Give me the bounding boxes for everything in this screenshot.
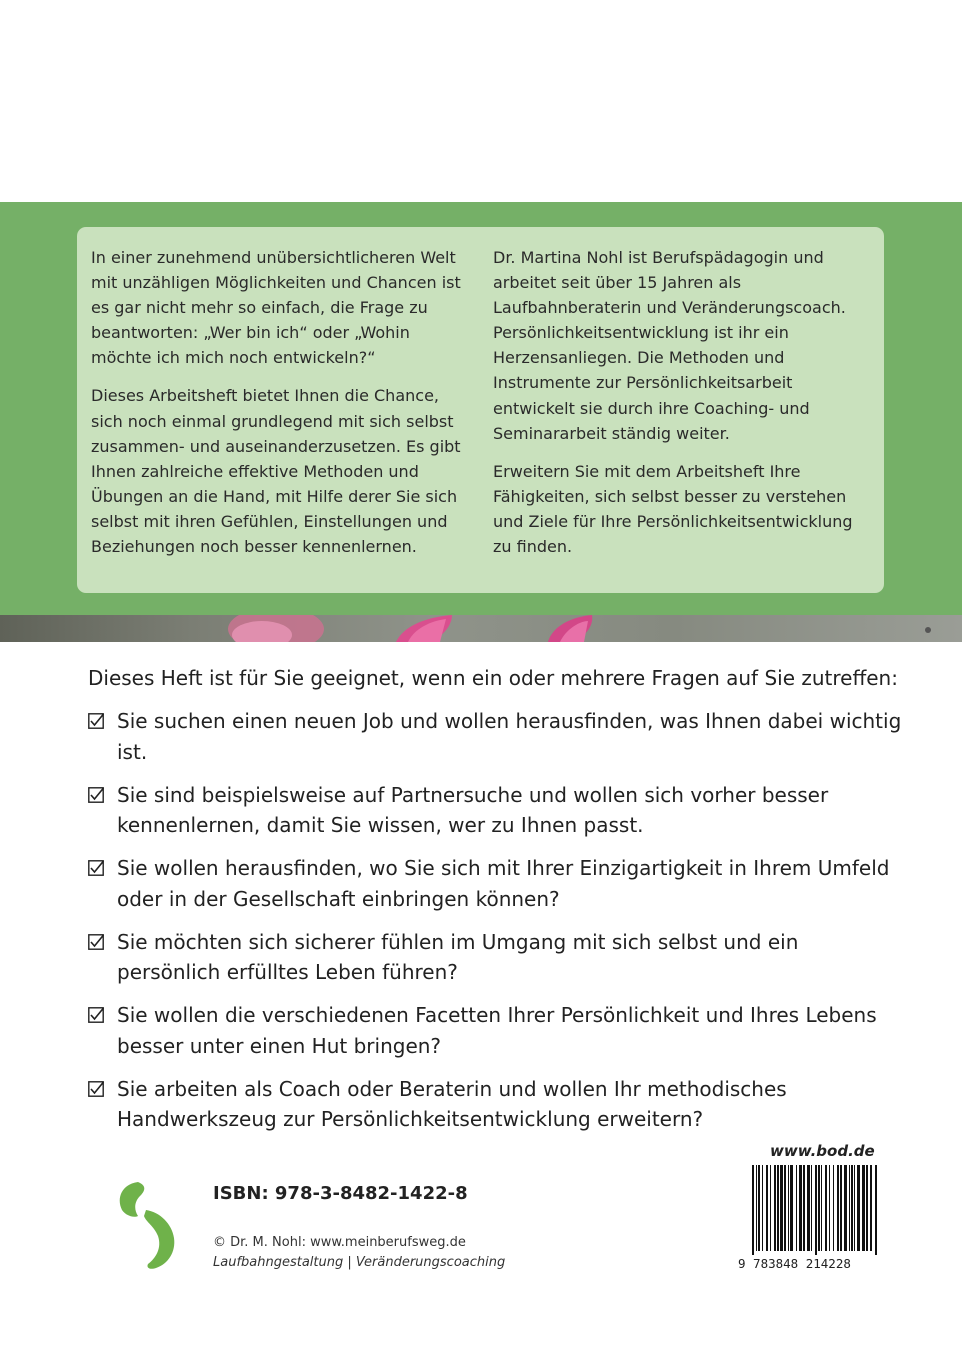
barcode-bar [821, 1165, 822, 1251]
barcode-bar [784, 1165, 786, 1251]
checked-box-icon [88, 713, 104, 729]
barcode-bar [807, 1165, 810, 1251]
checklist-item [88, 1000, 908, 1061]
author-paragraph: Erweitern Sie mit dem Arbeitsheft Ihre Fähigkeiten, sich selbst besser zu verstehen und Ziele für Ihre Persönlichkeitsentwicklung zu finden. [493, 461, 853, 557]
checked-box-icon [88, 934, 104, 950]
barcode [738, 1163, 884, 1276]
checklist-item [88, 780, 908, 841]
barcode-bar [825, 1165, 827, 1251]
author-paragraph: Dr. Martina Nohl ist Berufspädagogin und arbeitet seit über 15 Jahren als Laufbahnberaterin und Veränderungscoach. Persönlichkeitsentwicklung ist ihr ein Herzensanliegen. Die Methoden und Instrumente zur Persönlichkeitsarbeit entwickelt sie durch ihre Coaching- und Seminararbeit ständig weiter. [493, 248, 846, 443]
checklist-item [88, 927, 908, 988]
checklist-item-text: Sie wollen herausfinden, wo Sie sich mit Ihrer Einzigartigkeit in Ihrem Umfeld oder in der Gesellschaft einbringen können? [117, 856, 890, 911]
barcode-bar [766, 1165, 768, 1251]
barcode-bar [818, 1165, 820, 1251]
barcode-bar [799, 1165, 802, 1251]
barcode-bar [837, 1165, 839, 1251]
suitability-checklist [88, 706, 908, 1147]
barcode-bar [815, 1165, 817, 1255]
barcode-bar [811, 1165, 812, 1251]
barcode-bar [840, 1165, 842, 1251]
isbn: ISBN: 978-3-8482-1422-8 [213, 1183, 468, 1204]
suitability-intro: Dieses Heft ist für Sie geeignet, wenn ein oder mehrere Fragen auf Sie zutreffen: [88, 666, 898, 690]
barcode-bar [833, 1165, 834, 1251]
description-panel [77, 227, 884, 593]
barcode-bar [851, 1165, 853, 1251]
barcode-bar [857, 1165, 860, 1251]
barcode-bar [752, 1165, 754, 1255]
barcode-bar [780, 1165, 783, 1251]
barcode-bar [829, 1165, 830, 1251]
checklist-item-text: Sie wollen die verschiedenen Facetten Ihrer Persönlichkeit und Ihres Lebens besser unter einen Hut bringen? [117, 1003, 877, 1058]
checklist-item-text: Sie suchen einen neuen Job und wollen herausfinden, was Ihnen dabei wichtig ist. [117, 709, 902, 764]
checklist-item-text: Sie möchten sich sicherer fühlen im Umgang mit sich selbst und ein persönlich erfülltes Leben führen? [117, 929, 799, 984]
tagline: Laufbahngestaltung | Veränderungscoaching [213, 1255, 506, 1270]
barcode-bar [854, 1165, 855, 1251]
barcode-bar [756, 1165, 757, 1251]
lotus-petals-illustration [0, 615, 962, 642]
barcode-bar [796, 1165, 797, 1251]
checklist-item-text: Sie sind beispielsweise auf Partnersuche und wollen sich vorher besser kennenlernen, damit Sie wissen, wer zu Ihnen passt. [117, 782, 829, 837]
barcode-bar [777, 1165, 779, 1251]
publisher-url: www.bod.de [770, 1142, 875, 1160]
barcode-bar [774, 1165, 776, 1251]
barcode-bar [862, 1165, 865, 1251]
checked-box-icon [88, 787, 104, 803]
barcode-bar [762, 1165, 763, 1251]
barcode-digits: 9 783848 214228 [738, 1256, 851, 1271]
checklist-item-text: Sie arbeiten als Coach oder Beraterin und wollen Ihr methodisches Handwerkszeug zur Persönlichkeitsentwicklung erweitern? [117, 1076, 787, 1131]
barcode-bar [870, 1165, 872, 1251]
copyright-line: © Dr. M. Nohl: www.meinberufsweg.de [213, 1235, 466, 1250]
lotus-flower-photo [0, 615, 962, 642]
author-column [493, 245, 871, 572]
checked-box-icon [88, 1081, 104, 1097]
description-left-column [91, 245, 466, 572]
barcode-bar [866, 1165, 868, 1251]
checklist-item [88, 853, 908, 914]
description-paragraph: Dieses Arbeitsheft bietet Ihnen die Chance, sich noch einmal grundlegend mit sich selbst zusammen- und auseinanderzusetzen. Es gibt Ihnen zahlreiche effektive Methoden und Übungen an die Hand, mit Hilfe derer Sie sich selbst mit ihren Gefühlen, Einstellungen und Beziehungen noch besser kennenlernen. [91, 386, 461, 557]
description-paragraph: In einer zunehmend unübersichtlicheren Welt mit unzähligen Möglichkeiten und Chancen ist es gar nicht mehr so einfach, die Frage zu beantworten: „Wer bin ich“ oder „Wohin möchte ich mich noch entwickeln?“ [91, 248, 461, 368]
barcode-bar [758, 1165, 760, 1251]
checked-box-icon [88, 860, 104, 876]
checked-box-icon [88, 1007, 104, 1023]
barcode-bar [803, 1165, 805, 1251]
barcode-bar [790, 1165, 793, 1251]
checklist-item [88, 706, 908, 767]
publisher-logo-icon [116, 1180, 184, 1272]
barcode-bar [844, 1165, 847, 1251]
barcode-bar [849, 1165, 850, 1251]
barcode-bar [788, 1165, 789, 1251]
barcode-bars [738, 1163, 884, 1255]
barcode-bar [875, 1165, 877, 1255]
checklist-item [88, 1074, 908, 1135]
barcode-bar [770, 1165, 771, 1251]
